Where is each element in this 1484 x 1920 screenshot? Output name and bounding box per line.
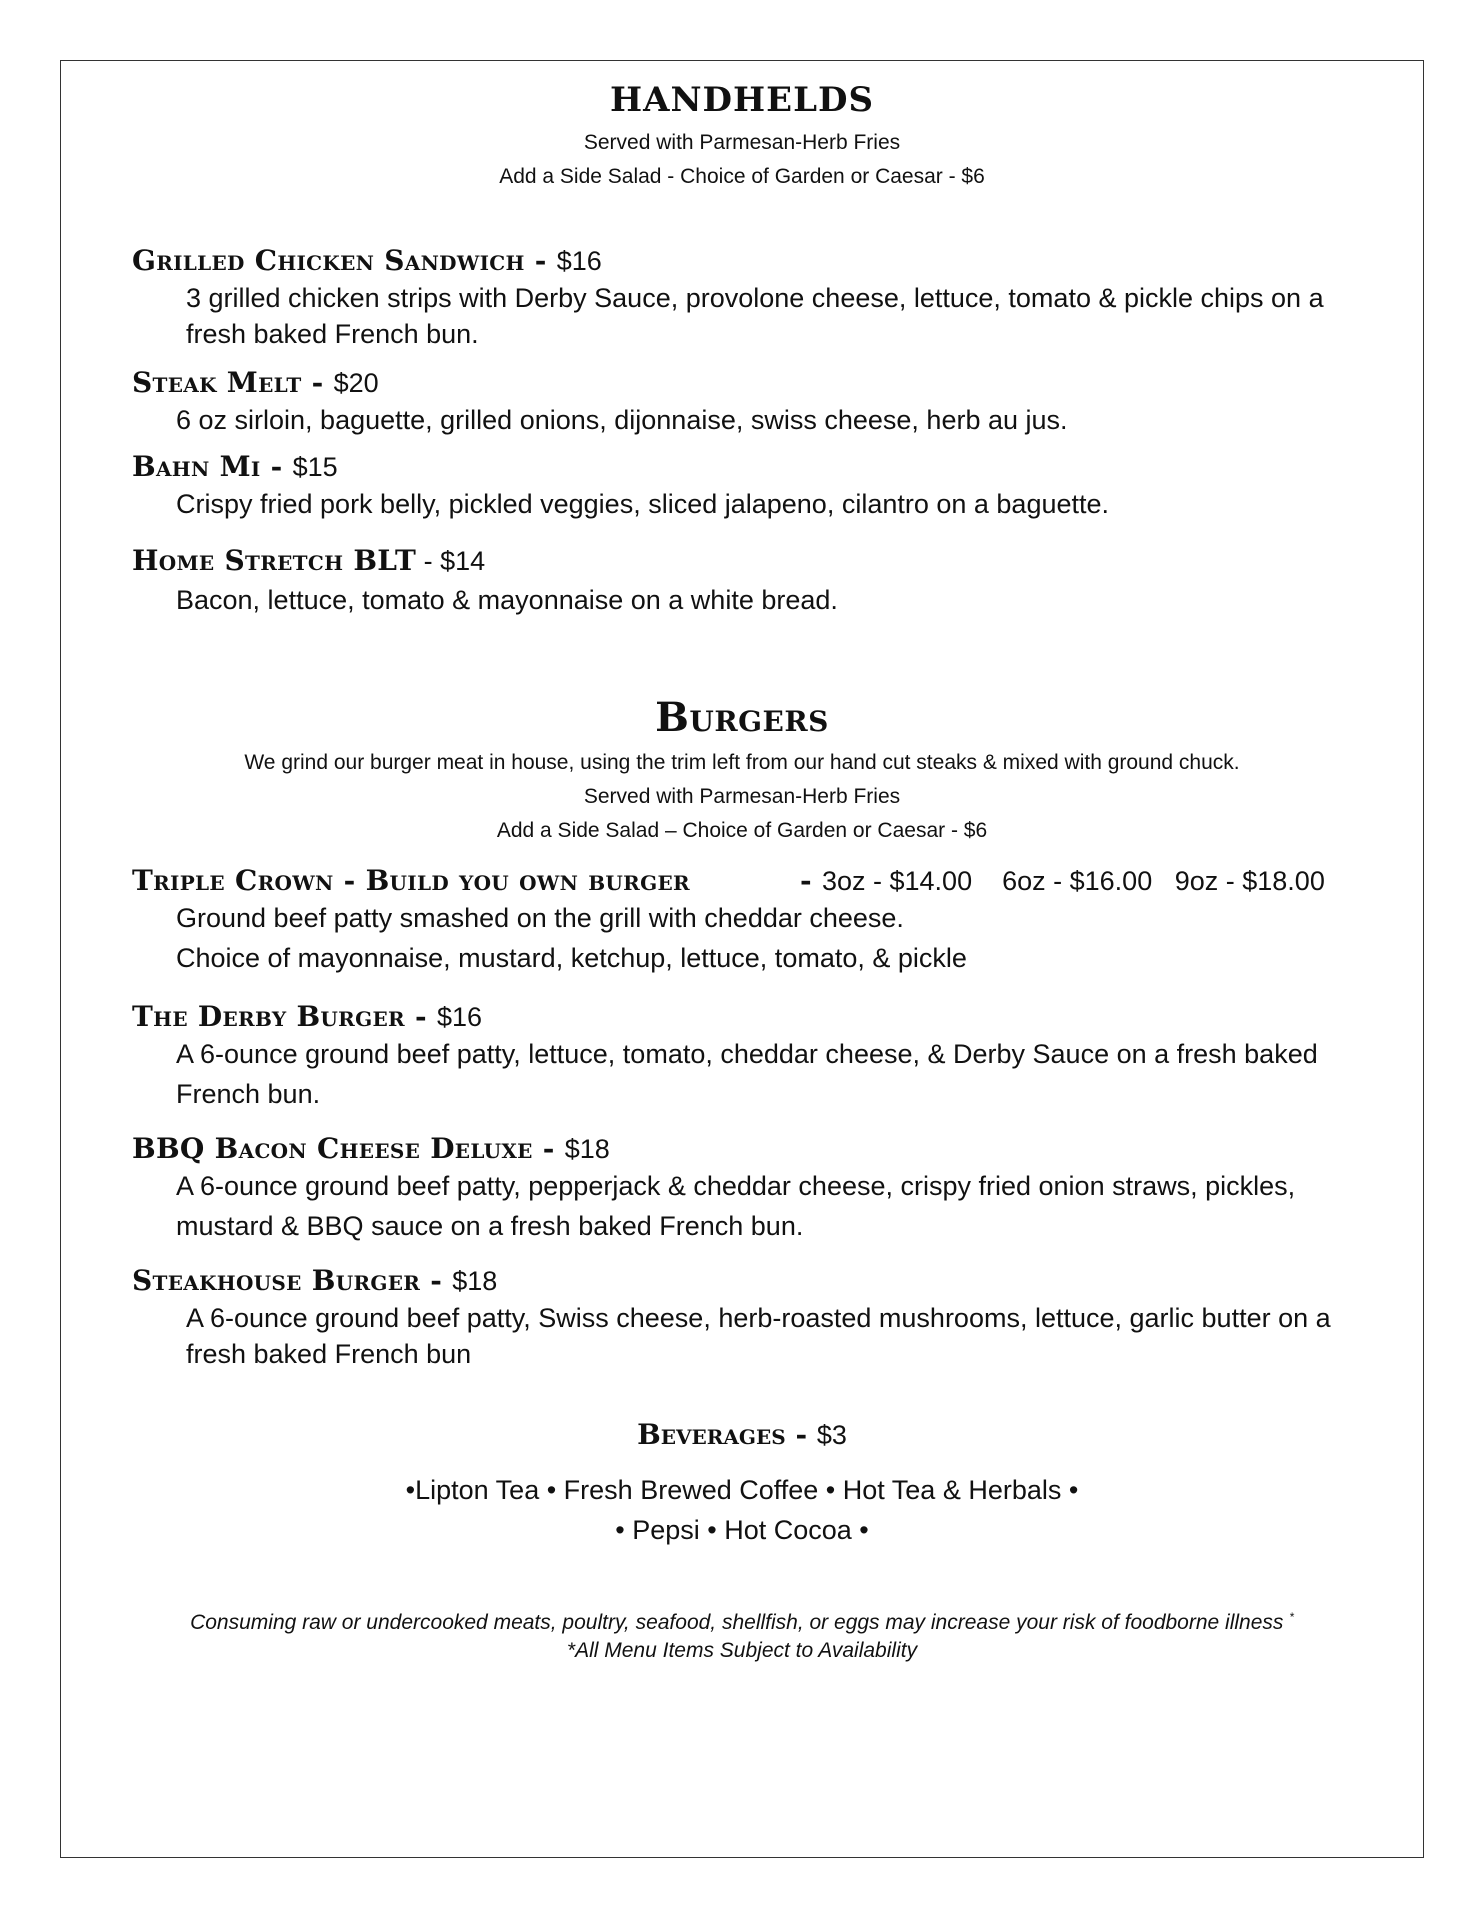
menu-item-heading <box>132 864 1325 897</box>
description-line: French bun. <box>176 1079 321 1109</box>
item-description <box>176 486 1109 522</box>
burgers-subtitle-grind: We grind our burger meat in house, using the trim left from our hand cut steaks & mixed with ground chuck. <box>244 751 1240 774</box>
item-separator: - <box>260 450 293 483</box>
beverages-list-line: •Lipton Tea • Fresh Brewed Coffee • Hot Tea & Herbals • <box>405 1475 1079 1505</box>
handhelds-subtitle-fries: Served with Parmesan-Herb Fries <box>583 131 901 154</box>
item-name: Triple Crown - Build you own burger <box>132 864 690 897</box>
size-price: 3oz - $14.00 <box>821 866 973 896</box>
size-price: 6oz - $16.00 <box>1002 866 1153 896</box>
item-name: The Derby Burger <box>132 1000 405 1033</box>
burgers-subtitle-salad: Add a Side Salad – Choice of Garden or Caesar - $6 <box>496 819 988 842</box>
item-price: $16 <box>436 1002 483 1032</box>
menu-item-heading <box>132 544 485 577</box>
item-separator: - <box>524 244 557 277</box>
item-name: Steakhouse Burger <box>132 1264 421 1297</box>
item-separator: - <box>800 864 822 897</box>
beverages-title: Beverages <box>637 1418 786 1451</box>
item-name: Home Stretch BLT <box>132 544 417 577</box>
description-line: Crispy fried pork belly, pickled veggies, sliced jalapeno, cilantro on a baguette. <box>176 489 1110 519</box>
item-price: $20 <box>333 368 379 398</box>
beverages-list-line: • Pepsi • Hot Cocoa • <box>615 1515 869 1545</box>
item-description <box>176 1166 1295 1246</box>
description-line: 3 grilled chicken strips with Derby Sauce, provolone cheese, lettuce, tomato & pickle chips on a <box>186 283 1324 313</box>
item-separator: - <box>420 1264 453 1297</box>
description-line: mustard & BBQ sauce on a fresh baked French bun. <box>176 1211 804 1241</box>
warning-text: Consuming raw or undercooked meats, poultry, seafood, shellfish, or eggs may increase your risk of foodborne illness <box>190 1611 1284 1634</box>
item-description <box>176 1034 1318 1114</box>
item-name: Bahn Mi <box>132 450 261 483</box>
item-price: $16 <box>556 246 602 276</box>
description-line: Bacon, lettuce, tomato & mayonnaise on a white bread. <box>176 585 838 615</box>
description-line: Ground beef patty smashed on the grill with cheddar cheese. <box>176 903 904 933</box>
item-price: $15 <box>292 452 338 482</box>
item-separator: - <box>785 1418 817 1451</box>
item-separator: - <box>416 546 441 576</box>
description-line: fresh baked French bun <box>186 1339 472 1369</box>
size-price: 9oz - $18.00 <box>1174 866 1325 896</box>
description-line: A 6-ounce ground beef patty, pepperjack & cheddar cheese, crispy fried onion straws, pickles, <box>176 1171 1296 1201</box>
description-line: A 6-ounce ground beef patty, lettuce, tomato, cheddar cheese, & Derby Sauce on a fresh baked <box>176 1039 1318 1069</box>
item-name: BBQ Bacon Cheese Deluxe <box>132 1132 533 1165</box>
warning-asterisk: * <box>1289 1610 1294 1624</box>
item-description <box>186 280 1324 352</box>
description-line: 6 oz sirloin, baguette, grilled onions, dijonnaise, swiss cheese, herb au jus. <box>176 405 1068 435</box>
availability-note: *All Menu Items Subject to Availability <box>566 1639 918 1662</box>
beverages-heading <box>60 1418 1424 1451</box>
burgers-subtitle-fries: Served with Parmesan-Herb Fries <box>583 785 901 808</box>
menu-item-heading <box>132 366 379 399</box>
menu-item-heading <box>132 1132 610 1165</box>
item-description <box>176 402 1068 438</box>
item-price: $14 <box>440 546 486 576</box>
menu-item-heading <box>132 1000 482 1033</box>
description-line: Choice of mayonnaise, mustard, ketchup, lettuce, tomato, & pickle <box>176 943 967 973</box>
item-description <box>176 582 838 618</box>
menu-item-heading <box>132 1264 497 1297</box>
item-price: $18 <box>564 1134 610 1164</box>
burgers-title: Burgers <box>655 694 829 741</box>
menu-item-heading <box>132 450 338 483</box>
size-price-list <box>800 864 1325 897</box>
item-description <box>186 1300 1331 1372</box>
item-separator: - <box>301 366 334 399</box>
menu-item-heading <box>132 244 602 277</box>
description-line: fresh baked French bun. <box>186 319 479 349</box>
item-name: Steak Melt <box>132 366 302 399</box>
handhelds-title: HANDHELDS <box>609 80 875 120</box>
item-name: Grilled Chicken Sandwich <box>132 244 525 277</box>
description-line: A 6-ounce ground beef patty, Swiss cheese, herb-roasted mushrooms, lettuce, garlic butter on a <box>186 1303 1331 1333</box>
item-separator: - <box>532 1132 565 1165</box>
item-description <box>176 898 967 978</box>
item-separator: - <box>404 1000 437 1033</box>
handhelds-subtitle-salad: Add a Side Salad - Choice of Garden or Caesar - $6 <box>499 165 985 188</box>
beverages-price: $3 <box>816 1420 847 1450</box>
item-price: $18 <box>452 1266 498 1296</box>
